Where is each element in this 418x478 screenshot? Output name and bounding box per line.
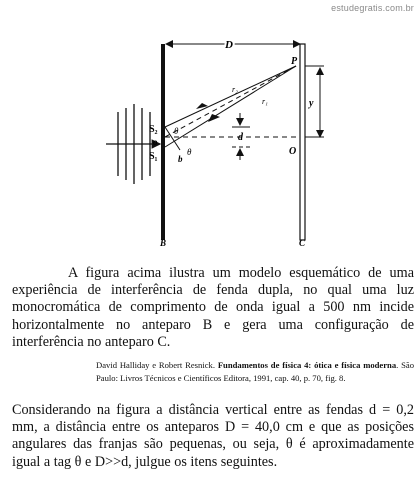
label-B: B — [160, 238, 167, 248]
label-d: d — [238, 132, 243, 143]
label-b: b — [178, 154, 183, 164]
label-theta-top: θ — [174, 126, 179, 136]
label-r1: r₁ — [262, 97, 268, 106]
ray-r1-arrow — [208, 114, 220, 122]
label-C: C — [299, 238, 306, 248]
label-P: P — [291, 56, 298, 67]
central-ray-dashed — [165, 66, 296, 137]
label-theta-bottom: θ — [187, 147, 192, 157]
label-O: O — [289, 146, 297, 157]
screen-C — [300, 44, 305, 240]
ray-r1 — [165, 66, 296, 147]
label-S1: S₁ — [149, 151, 158, 162]
paragraph-figure-description: A figura acima ilustra um modelo esquemático de uma experiência de interferência de fenda dupla, no qual uma luz monocromática de comprimento de onda igual a 500 nm incide horizontalmente no anteparo B e gera uma configuração de interferência no anteparo C. — [12, 265, 414, 350]
citation-authors: David Halliday e Robert Resnick. — [96, 360, 218, 370]
label-y: y — [309, 98, 314, 109]
citation-title: Fundamentos de física 4: ótica e física moderna — [217, 360, 397, 370]
label-D: D — [225, 39, 233, 51]
watermark: estudegratis.com.br — [331, 3, 414, 13]
paragraph-question: Considerando na figura a distância vertical entre as fendas d = 0,2 mm, a distância entre os anteparos D = 40,0 cm e que as posições angulares das franjas são pequenas, ou seja, θ é aproximadamente igual a tag θ e D>>d, julgue os itens seguintes. — [12, 402, 414, 470]
label-o: o — [153, 137, 158, 147]
citation — [96, 359, 414, 384]
citation-rest: . São Paulo: Livros Técnicos e Científicos Editora, 1991, cap. 40, p. 70, fig. 8. — [96, 360, 415, 383]
label-r2: r₂ — [232, 85, 238, 94]
screen-B — [161, 44, 165, 240]
ray-r2 — [165, 66, 296, 127]
label-S2: S₂ — [149, 124, 158, 135]
